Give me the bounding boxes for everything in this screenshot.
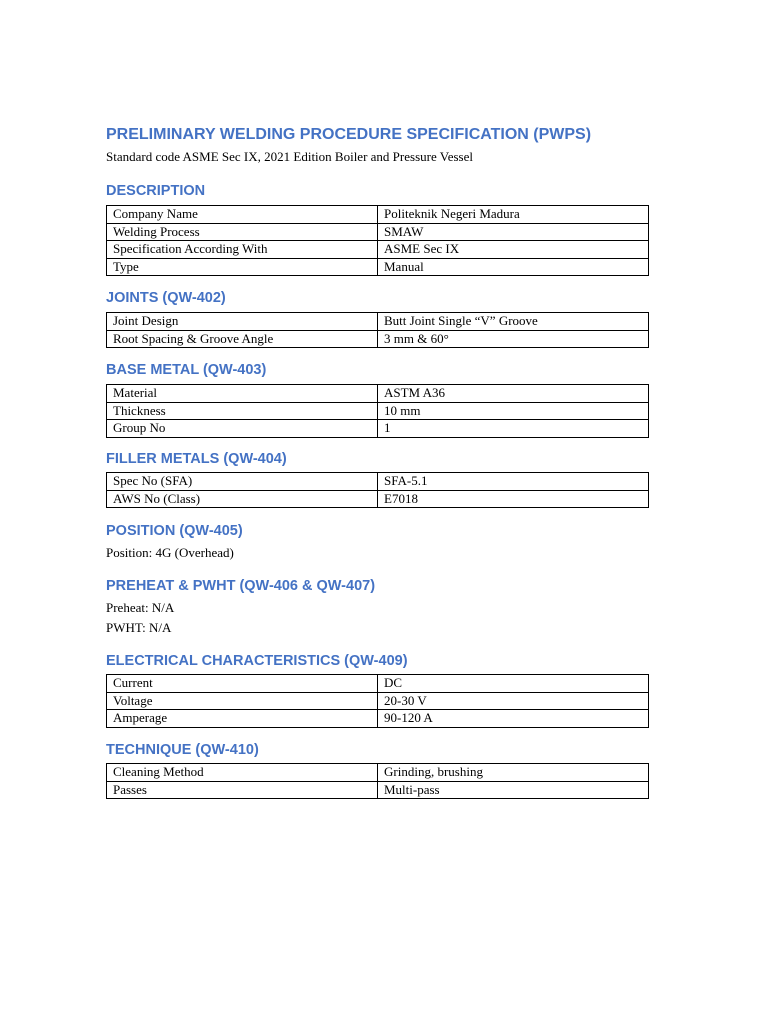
table-row [107,675,649,693]
field-label: Type [107,258,378,276]
joints-table [106,312,649,348]
field-label: Amperage [107,710,378,728]
document-title: PRELIMINARY WELDING PROCEDURE SPECIFICATION (PWPS) [106,126,592,143]
field-label: Cleaning Method [107,764,378,782]
position-text: Position: 4G (Overhead) [106,545,234,560]
table-row [107,385,649,403]
field-value: 1 [378,420,649,438]
document-subtitle: Standard code ASME Sec IX, 2021 Edition Boiler and Pressure Vessel [106,149,473,164]
description-table [106,205,649,276]
description-heading: DESCRIPTION [106,183,206,199]
table-row [107,490,649,508]
field-value: Multi-pass [378,781,649,799]
field-value: ASTM A36 [378,385,649,403]
field-label: Joint Design [107,313,378,331]
field-value: SFA-5.1 [378,473,649,491]
table-row [107,313,649,331]
field-label: Passes [107,781,378,799]
field-value: Grinding, brushing [378,764,649,782]
field-label: Spec No (SFA) [107,473,378,491]
electrical-table [106,674,649,728]
table-row [107,223,649,241]
preheat-heading: PREHEAT & PWHT (QW-406 & QW-407) [106,578,376,594]
pwht-text: PWHT: N/A [106,620,172,635]
field-value: Manual [378,258,649,276]
table-row [107,258,649,276]
field-value: 10 mm [378,402,649,420]
table-row [107,473,649,491]
field-label: Group No [107,420,378,438]
preheat-text: Preheat: N/A [106,600,175,615]
field-label: AWS No (Class) [107,490,378,508]
field-label: Company Name [107,206,378,224]
table-row [107,781,649,799]
base-metal-table [106,384,649,438]
table-row [107,241,649,259]
position-heading: POSITION (QW-405) [106,523,243,539]
field-label: Voltage [107,692,378,710]
joints-heading: JOINTS (QW-402) [106,290,226,306]
field-label: Specification According With [107,241,378,259]
field-value: 20-30 V [378,692,649,710]
field-value: 90-120 A [378,710,649,728]
table-row [107,402,649,420]
table-row [107,710,649,728]
technique-table [106,763,649,799]
field-label: Material [107,385,378,403]
electrical-heading: ELECTRICAL CHARACTERISTICS (QW-409) [106,653,408,669]
technique-heading: TECHNIQUE (QW-410) [106,742,259,758]
filler-metals-table [106,472,649,508]
field-value: SMAW [378,223,649,241]
table-row [107,420,649,438]
filler-metals-heading: FILLER METALS (QW-404) [106,451,287,467]
field-label: Thickness [107,402,378,420]
field-value: ASME Sec IX [378,241,649,259]
table-row [107,330,649,348]
field-label: Welding Process [107,223,378,241]
field-value: Politeknik Negeri Madura [378,206,649,224]
field-value: Butt Joint Single “V” Groove [378,313,649,331]
table-row [107,206,649,224]
field-value: E7018 [378,490,649,508]
base-metal-heading: BASE METAL (QW-403) [106,362,267,378]
field-value: 3 mm & 60° [378,330,649,348]
field-label: Root Spacing & Groove Angle [107,330,378,348]
field-value: DC [378,675,649,693]
table-row [107,764,649,782]
field-label: Current [107,675,378,693]
table-row [107,692,649,710]
